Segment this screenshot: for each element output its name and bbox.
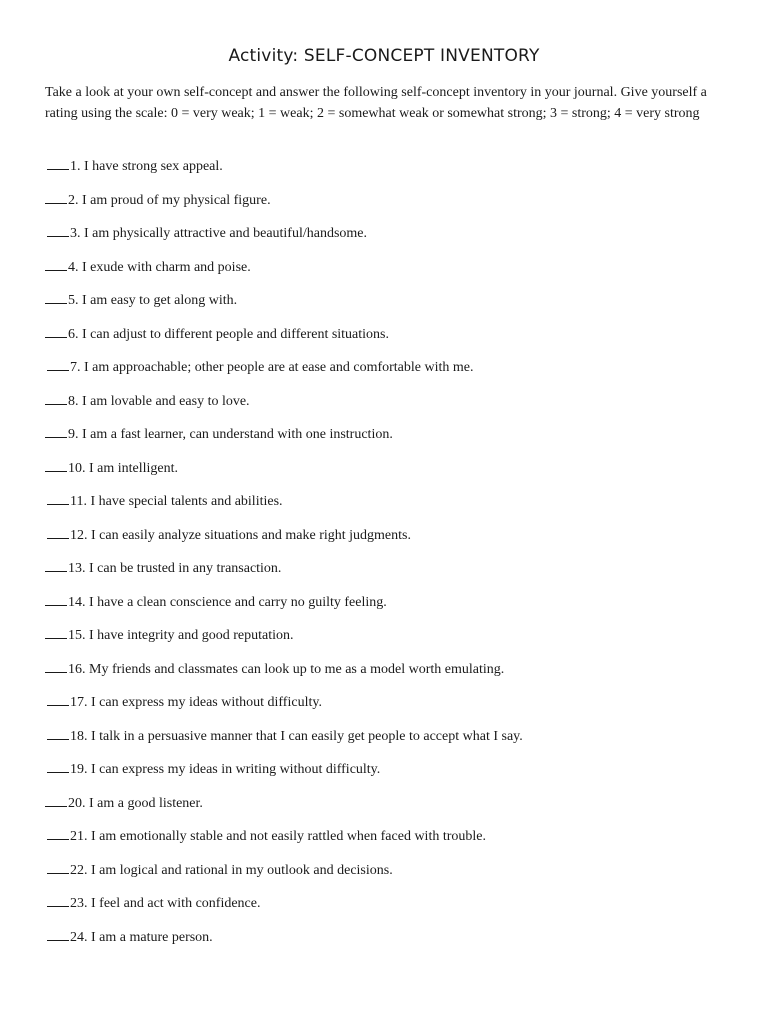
rating-blank[interactable] — [47, 893, 69, 907]
item-number: 17. — [70, 695, 88, 710]
inventory-item — [45, 290, 237, 310]
item-number: 22. — [70, 863, 88, 878]
inventory-item — [47, 223, 367, 243]
inventory-item — [45, 592, 387, 612]
item-text: I have a clean conscience and carry no guilty feeling. — [89, 595, 387, 610]
item-text: I am intelligent. — [89, 461, 179, 476]
item-number: 3. — [70, 226, 81, 241]
instructions-paragraph: Take a look at your own self-concept and answer the following self-concept inventory in your journal. Give yourself a rating using the scale: 0 = very weak; 1 = weak; 2 = somewhat weak or somewhat strong; 3 = strong; 4 = very strong — [45, 85, 707, 121]
item-number: 12. — [70, 528, 88, 543]
item-text: I am approachable; other people are at ease and comfortable with me. — [84, 360, 474, 375]
item-text: I am physically attractive and beautiful/handsome. — [84, 226, 368, 241]
inventory-item — [47, 726, 523, 746]
rating-blank[interactable] — [47, 491, 69, 505]
rating-blank[interactable] — [45, 558, 67, 572]
rating-blank[interactable] — [47, 726, 69, 740]
inventory-item — [47, 759, 380, 779]
rating-blank[interactable] — [45, 659, 67, 673]
inventory-item — [45, 793, 203, 813]
item-text: I am a good listener. — [89, 796, 203, 811]
inventory-item — [45, 324, 389, 344]
item-text: I can be trusted in any transaction. — [89, 561, 282, 576]
item-text: I am logical and rational in my outlook and decisions. — [91, 863, 393, 878]
item-number: 14. — [68, 595, 86, 610]
rating-blank[interactable] — [45, 625, 67, 639]
rating-blank[interactable] — [45, 257, 67, 271]
rating-blank[interactable] — [45, 290, 67, 304]
item-text: I can express my ideas without difficulty. — [91, 695, 322, 710]
item-number: 16. — [68, 662, 86, 677]
item-number: 2. — [68, 193, 79, 208]
item-text: I exude with charm and poise. — [82, 260, 251, 275]
rating-blank[interactable] — [45, 391, 67, 405]
inventory-item — [47, 860, 393, 880]
rating-blank[interactable] — [47, 223, 69, 237]
rating-blank[interactable] — [45, 324, 67, 338]
inventory-item — [45, 625, 294, 645]
item-number: 6. — [68, 327, 79, 342]
inventory-item — [47, 927, 213, 947]
rating-blank[interactable] — [47, 860, 69, 874]
inventory-item — [47, 893, 260, 913]
item-number: 8. — [68, 394, 79, 409]
item-number: 13. — [68, 561, 86, 576]
item-text: I feel and act with confidence. — [91, 896, 261, 911]
inventory-item — [47, 692, 322, 712]
item-text: I have special talents and abilities. — [90, 494, 283, 509]
item-number: 15. — [68, 628, 86, 643]
item-number: 7. — [70, 360, 81, 375]
rating-blank[interactable] — [47, 927, 69, 941]
inventory-item — [45, 659, 504, 679]
inventory-item — [45, 458, 178, 478]
item-text: I can express my ideas in writing without difficulty. — [91, 762, 381, 777]
item-text: My friends and classmates can look up to me as a model worth emulating. — [89, 662, 505, 677]
rating-blank[interactable] — [45, 458, 67, 472]
item-number: 11. — [70, 494, 87, 509]
item-number: 4. — [68, 260, 79, 275]
item-text: I am easy to get along with. — [82, 293, 238, 308]
item-number: 1. — [70, 159, 81, 174]
item-text: I have strong sex appeal. — [84, 159, 223, 174]
item-number: 19. — [70, 762, 88, 777]
item-number: 5. — [68, 293, 79, 308]
inventory-item — [47, 357, 473, 377]
item-text: I talk in a persuasive manner that I can easily get people to accept what I say. — [91, 729, 523, 744]
inventory-item — [45, 257, 251, 277]
item-number: 9. — [68, 427, 79, 442]
rating-blank[interactable] — [45, 592, 67, 606]
item-number: 21. — [70, 829, 88, 844]
rating-blank[interactable] — [45, 190, 67, 204]
item-text: I have integrity and good reputation. — [89, 628, 294, 643]
inventory-item — [47, 156, 223, 176]
item-text: I am emotionally stable and not easily rattled when faced with trouble. — [91, 829, 486, 844]
inventory-item — [45, 424, 393, 444]
item-number: 10. — [68, 461, 86, 476]
rating-blank[interactable] — [47, 692, 69, 706]
item-number: 18. — [70, 729, 88, 744]
rating-blank[interactable] — [47, 525, 69, 539]
inventory-item — [45, 190, 271, 210]
document-title: Activity: SELF-CONCEPT INVENTORY — [228, 46, 540, 66]
item-number: 24. — [70, 930, 88, 945]
inventory-item — [45, 558, 281, 578]
inventory-item — [47, 525, 411, 545]
item-text: I am lovable and easy to love. — [82, 394, 250, 409]
inventory-item — [45, 391, 250, 411]
item-text: I can adjust to different people and different situations. — [82, 327, 390, 342]
item-text: I am a mature person. — [91, 930, 213, 945]
inventory-item — [47, 491, 283, 511]
item-number: 23. — [70, 896, 88, 911]
rating-blank[interactable] — [47, 759, 69, 773]
item-text: I am a fast learner, can understand with one instruction. — [82, 427, 393, 442]
item-number: 20. — [68, 796, 86, 811]
item-text: I can easily analyze situations and make right judgments. — [91, 528, 411, 543]
item-text: I am proud of my physical figure. — [82, 193, 271, 208]
rating-blank[interactable] — [47, 826, 69, 840]
inventory-item — [47, 826, 486, 846]
rating-blank[interactable] — [45, 424, 67, 438]
rating-blank[interactable] — [47, 156, 69, 170]
rating-blank[interactable] — [47, 357, 69, 371]
rating-blank[interactable] — [45, 793, 67, 807]
